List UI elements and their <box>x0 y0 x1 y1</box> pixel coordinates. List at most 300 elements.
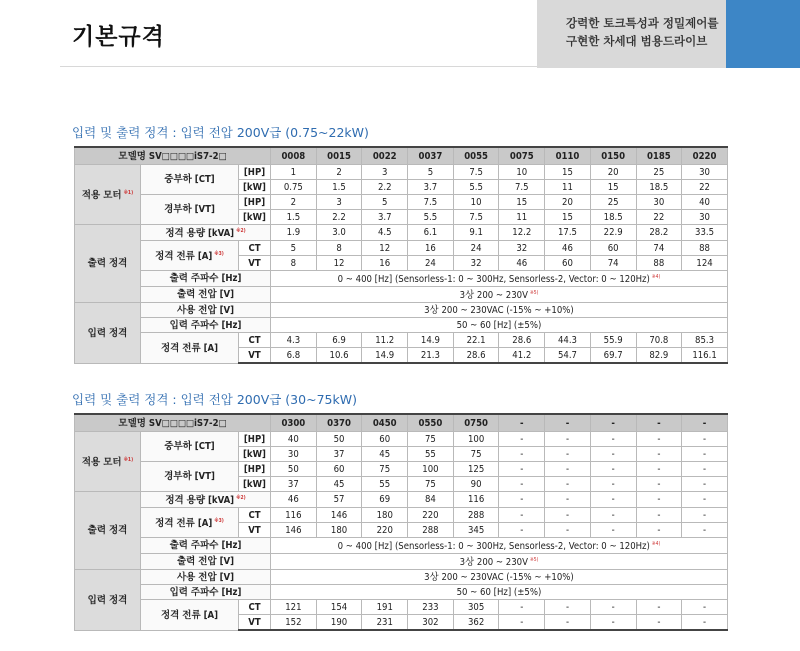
value-cell: - <box>636 615 682 631</box>
value-cell: - <box>682 508 728 523</box>
label-output-voltage <box>141 287 271 303</box>
value-cell: 60 <box>590 241 636 256</box>
value-cell: 2.2 <box>316 210 362 225</box>
value-cell: 5 <box>271 241 317 256</box>
value-cell: 305 <box>453 600 499 615</box>
value-cell: - <box>636 523 682 538</box>
value-cell: 30 <box>682 210 728 225</box>
input-voltage-value <box>271 570 728 585</box>
value-cell: - <box>590 600 636 615</box>
value-cell: 7.5 <box>408 195 454 210</box>
input-voltage-value-text: 3상 200 ~ 230VAC (-15% ~ +10%) <box>424 304 574 316</box>
input-frequency-value <box>271 318 728 333</box>
label-output-frequency-text: 출력 주파수 [Hz] <box>169 273 242 285</box>
table-row <box>75 538 728 554</box>
model-code: - <box>590 414 636 432</box>
input-frequency-value-text: 50 ~ 60 [Hz] (±5%) <box>456 586 542 598</box>
value-cell: - <box>682 492 728 508</box>
model-code: 0450 <box>362 414 408 432</box>
label-output-frequency <box>141 271 271 287</box>
model-code: 0055 <box>453 147 499 165</box>
output-frequency-value <box>271 538 728 554</box>
value-cell: - <box>545 508 591 523</box>
value-cell: 33.5 <box>682 225 728 241</box>
value-cell: - <box>636 462 682 477</box>
table-row <box>75 225 728 241</box>
label-rated-capacity-text: 정격 용량 [kVA] <box>165 228 235 240</box>
table-row <box>75 508 728 523</box>
value-cell: 54.7 <box>545 348 591 364</box>
value-cell: - <box>545 447 591 462</box>
value-cell: - <box>545 462 591 477</box>
value-cell: - <box>682 462 728 477</box>
value-cell: - <box>499 615 545 631</box>
value-cell: 55 <box>362 477 408 492</box>
footnote-mark: ※2) <box>236 495 246 501</box>
unit-vt: VT <box>239 348 271 364</box>
label-input-current-text: 정격 전류 [A] <box>160 342 219 354</box>
value-cell: 3 <box>316 195 362 210</box>
value-cell: 28.6 <box>499 333 545 348</box>
value-cell: 46 <box>545 241 591 256</box>
value-cell: 180 <box>316 523 362 538</box>
value-cell: 60 <box>316 462 362 477</box>
value-cell: 28.2 <box>636 225 682 241</box>
unit-kw: [kW] <box>239 447 271 462</box>
value-cell: 30 <box>682 165 728 180</box>
value-cell: - <box>499 523 545 538</box>
value-cell: 30 <box>636 195 682 210</box>
value-cell: 25 <box>636 165 682 180</box>
input-voltage-value <box>271 303 728 318</box>
label-output-current-text: 정격 전류 [A] <box>155 251 213 263</box>
unit-kw: [kW] <box>239 210 271 225</box>
value-cell: 10.6 <box>316 348 362 364</box>
value-cell: 74 <box>590 256 636 271</box>
value-cell: 57 <box>316 492 362 508</box>
value-cell: 46 <box>271 492 317 508</box>
value-cell: 20 <box>590 165 636 180</box>
category-input <box>75 570 141 631</box>
value-cell: 22 <box>636 210 682 225</box>
value-cell: 22.1 <box>453 333 499 348</box>
table-row <box>75 287 728 303</box>
value-cell: 18.5 <box>590 210 636 225</box>
label-input-voltage-text: 사용 전압 [V] <box>176 304 235 316</box>
label-input-frequency <box>141 585 271 600</box>
label-ct-load-text: 중부하 [CT] <box>164 441 215 452</box>
value-cell: 37 <box>316 447 362 462</box>
value-cell: 44.3 <box>545 333 591 348</box>
value-cell: 220 <box>408 508 454 523</box>
model-code: 0075 <box>499 147 545 165</box>
value-cell: 7.5 <box>453 165 499 180</box>
value-cell: - <box>499 508 545 523</box>
output-voltage-value-text: 3상 200 ~ 230V <box>459 290 528 302</box>
value-cell: - <box>636 432 682 447</box>
footnote-mark: ※4) <box>651 274 661 281</box>
value-cell: 191 <box>362 600 408 615</box>
model-code: 0185 <box>636 147 682 165</box>
value-cell: 90 <box>453 477 499 492</box>
category-motor <box>75 165 141 225</box>
model-label: 모델명 SV□□□□iS7-2□ <box>75 147 271 165</box>
value-cell: 5.5 <box>408 210 454 225</box>
value-cell: 75 <box>453 447 499 462</box>
value-cell: - <box>682 615 728 631</box>
value-cell: 231 <box>362 615 408 631</box>
value-cell: 82.9 <box>636 348 682 364</box>
unit-hp: [HP] <box>239 432 271 447</box>
value-cell: 60 <box>545 256 591 271</box>
value-cell: 1.5 <box>316 180 362 195</box>
value-cell: 11.2 <box>362 333 408 348</box>
value-cell: 24 <box>408 256 454 271</box>
model-label: 모델명 SV□□□□iS7-2□ <box>75 414 271 432</box>
label-output-voltage-text: 출력 전압 [V] <box>176 289 235 301</box>
value-cell: - <box>636 600 682 615</box>
model-code: 0300 <box>271 414 317 432</box>
value-cell: - <box>682 600 728 615</box>
value-cell: 15 <box>590 180 636 195</box>
value-cell: 85.3 <box>682 333 728 348</box>
value-cell: 302 <box>408 615 454 631</box>
value-cell: - <box>590 447 636 462</box>
label-output-current <box>141 241 239 271</box>
value-cell: 15 <box>545 210 591 225</box>
table-row <box>75 492 728 508</box>
label-vt-load <box>141 462 239 492</box>
table-row <box>75 462 728 477</box>
value-cell: 17.5 <box>545 225 591 241</box>
unit-hp: [HP] <box>239 165 271 180</box>
footnote-mark: ※3) <box>214 251 224 258</box>
unit-vt: VT <box>239 523 271 538</box>
model-code: 0015 <box>316 147 362 165</box>
value-cell: 69.7 <box>590 348 636 364</box>
label-output-voltage <box>141 554 271 570</box>
value-cell: 84 <box>408 492 454 508</box>
unit-vt: VT <box>239 615 271 631</box>
category-output-text: 출력 정격 <box>87 525 128 537</box>
value-cell: 362 <box>453 615 499 631</box>
value-cell: 3.0 <box>316 225 362 241</box>
value-cell: 6.9 <box>316 333 362 348</box>
label-input-voltage <box>141 570 271 585</box>
value-cell: - <box>545 432 591 447</box>
value-cell: - <box>499 492 545 508</box>
value-cell: 14.9 <box>408 333 454 348</box>
table-row <box>75 303 728 318</box>
unit-ct: CT <box>239 333 271 348</box>
value-cell: 70.8 <box>636 333 682 348</box>
value-cell: - <box>499 432 545 447</box>
value-cell: - <box>682 432 728 447</box>
input-frequency-value <box>271 585 728 600</box>
table-row <box>75 333 728 348</box>
value-cell: 15 <box>499 195 545 210</box>
model-code: - <box>682 414 728 432</box>
value-cell: - <box>590 508 636 523</box>
value-cell: 9.1 <box>453 225 499 241</box>
unit-kw: [kW] <box>239 477 271 492</box>
value-cell: - <box>545 600 591 615</box>
value-cell: 345 <box>453 523 499 538</box>
section-title-2: 입력 및 출력 정격 : 입력 전압 200V급 (30~75kW) <box>72 392 357 407</box>
value-cell: - <box>499 477 545 492</box>
label-vt-load-text: 경부하 [VT] <box>164 471 215 482</box>
value-cell: 180 <box>362 508 408 523</box>
footnote-mark: ※5) <box>529 290 539 297</box>
value-cell: - <box>590 492 636 508</box>
model-code: 0110 <box>545 147 591 165</box>
model-code: - <box>636 414 682 432</box>
value-cell: - <box>682 523 728 538</box>
value-cell: - <box>499 447 545 462</box>
value-cell: 11 <box>545 180 591 195</box>
value-cell: 8 <box>271 256 317 271</box>
value-cell: - <box>590 523 636 538</box>
value-cell: - <box>590 432 636 447</box>
header-slogan-box <box>537 0 726 68</box>
unit-hp: [HP] <box>239 462 271 477</box>
value-cell: 116 <box>453 492 499 508</box>
value-cell: - <box>499 462 545 477</box>
value-cell: - <box>590 477 636 492</box>
value-cell: 233 <box>408 600 454 615</box>
unit-vt: VT <box>239 256 271 271</box>
category-motor-text: 적용 모터 <box>81 190 122 202</box>
value-cell: - <box>636 477 682 492</box>
value-cell: - <box>590 462 636 477</box>
value-cell: 45 <box>362 447 408 462</box>
page-title: 기본규격 <box>72 24 165 50</box>
label-vt-load <box>141 195 239 225</box>
value-cell: 55 <box>408 447 454 462</box>
value-cell: 25 <box>590 195 636 210</box>
value-cell: 146 <box>271 523 317 538</box>
footnote-mark: ※5) <box>529 557 539 564</box>
category-motor <box>75 432 141 492</box>
label-rated-capacity-text: 정격 용량 [kVA] <box>165 495 235 507</box>
value-cell: - <box>545 492 591 508</box>
label-input-voltage <box>141 303 271 318</box>
value-cell: 12 <box>362 241 408 256</box>
value-cell: 7.5 <box>453 210 499 225</box>
header-accent-block <box>726 0 800 68</box>
value-cell: 10 <box>453 195 499 210</box>
label-rated-capacity <box>141 492 271 508</box>
value-cell: 5 <box>408 165 454 180</box>
model-code: 0037 <box>408 147 454 165</box>
category-input-text: 입력 정격 <box>87 594 128 606</box>
label-output-frequency <box>141 538 271 554</box>
value-cell: 10 <box>499 165 545 180</box>
value-cell: 28.6 <box>453 348 499 364</box>
value-cell: 125 <box>453 462 499 477</box>
unit-ct: CT <box>239 600 271 615</box>
value-cell: 75 <box>408 477 454 492</box>
model-header-row <box>75 414 728 432</box>
model-code: 0750 <box>453 414 499 432</box>
value-cell: 11 <box>499 210 545 225</box>
value-cell: 22 <box>682 180 728 195</box>
value-cell: 2 <box>271 195 317 210</box>
unit-kw: [kW] <box>239 180 271 195</box>
value-cell: 12.2 <box>499 225 545 241</box>
model-code: 0150 <box>590 147 636 165</box>
slogan-line-2: 구현한 차세대 범용드라이브 <box>566 34 708 48</box>
label-input-current <box>141 600 239 631</box>
category-output <box>75 225 141 303</box>
table-row <box>75 600 728 615</box>
value-cell: 3.7 <box>408 180 454 195</box>
value-cell: 24 <box>453 241 499 256</box>
label-output-frequency-text: 출력 주파수 [Hz] <box>169 540 242 552</box>
value-cell: 1.5 <box>271 210 317 225</box>
value-cell: - <box>636 447 682 462</box>
label-ct-load-text: 중부하 [CT] <box>164 174 215 185</box>
table-row <box>75 195 728 210</box>
value-cell: 6.1 <box>408 225 454 241</box>
section-title-1: 입력 및 출력 정격 : 입력 전압 200V급 (0.75~22kW) <box>72 125 369 140</box>
value-cell: 30 <box>271 447 317 462</box>
value-cell: 41.2 <box>499 348 545 364</box>
label-input-frequency-text: 입력 주파수 [Hz] <box>169 319 242 331</box>
value-cell: 16 <box>362 256 408 271</box>
output-voltage-value <box>271 554 728 570</box>
value-cell: - <box>636 492 682 508</box>
label-input-voltage-text: 사용 전압 [V] <box>176 571 235 583</box>
model-code: - <box>499 414 545 432</box>
unit-ct: CT <box>239 241 271 256</box>
value-cell: 50 <box>316 432 362 447</box>
value-cell: 2.2 <box>362 180 408 195</box>
value-cell: 1 <box>271 165 317 180</box>
value-cell: 88 <box>682 241 728 256</box>
value-cell: - <box>682 477 728 492</box>
value-cell: 12 <box>316 256 362 271</box>
model-code: 0220 <box>682 147 728 165</box>
value-cell: 75 <box>362 462 408 477</box>
value-cell: - <box>590 615 636 631</box>
value-cell: - <box>682 447 728 462</box>
value-cell: 2 <box>316 165 362 180</box>
value-cell: 3 <box>362 165 408 180</box>
label-ct-load <box>141 165 239 195</box>
value-cell: 40 <box>271 432 317 447</box>
value-cell: 75 <box>408 432 454 447</box>
label-input-current <box>141 333 239 364</box>
value-cell: - <box>545 615 591 631</box>
value-cell: 60 <box>362 432 408 447</box>
output-frequency-value <box>271 271 728 287</box>
value-cell: 3.7 <box>362 210 408 225</box>
model-code: 0550 <box>408 414 454 432</box>
value-cell: 220 <box>362 523 408 538</box>
value-cell: 4.5 <box>362 225 408 241</box>
value-cell: 146 <box>316 508 362 523</box>
spec-table-2 <box>74 413 728 631</box>
category-input <box>75 303 141 364</box>
value-cell: 4.3 <box>271 333 317 348</box>
label-rated-capacity <box>141 225 271 241</box>
value-cell: 116.1 <box>682 348 728 364</box>
value-cell: 288 <box>453 508 499 523</box>
label-output-current <box>141 508 239 538</box>
table-row <box>75 570 728 585</box>
label-input-frequency <box>141 318 271 333</box>
value-cell: 20 <box>545 195 591 210</box>
label-output-voltage-text: 출력 전압 [V] <box>176 556 235 568</box>
value-cell: 14.9 <box>362 348 408 364</box>
label-ct-load <box>141 432 239 462</box>
value-cell: 1.9 <box>271 225 317 241</box>
table-row <box>75 271 728 287</box>
value-cell: - <box>636 508 682 523</box>
footnote-mark: ※3) <box>214 518 224 525</box>
value-cell: 88 <box>636 256 682 271</box>
value-cell: 18.5 <box>636 180 682 195</box>
value-cell: 152 <box>271 615 317 631</box>
output-frequency-value-text: 0 ~ 400 [Hz] (Sensorless-1: 0 ~ 300Hz, Sensorless-2, Vector: 0 ~ 120Hz) <box>337 274 650 286</box>
category-motor-text: 적용 모터 <box>81 457 122 469</box>
table-row <box>75 318 728 333</box>
value-cell: 15 <box>545 165 591 180</box>
value-cell: 154 <box>316 600 362 615</box>
value-cell: 55.9 <box>590 333 636 348</box>
footnote-mark: ※4) <box>651 541 661 548</box>
table-row <box>75 432 728 447</box>
unit-hp: [HP] <box>239 195 271 210</box>
value-cell: 45 <box>316 477 362 492</box>
footnote-mark: ※1) <box>123 189 134 196</box>
output-frequency-value-text: 0 ~ 400 [Hz] (Sensorless-1: 0 ~ 300Hz, Sensorless-2, Vector: 0 ~ 120Hz) <box>337 541 650 553</box>
value-cell: 121 <box>271 600 317 615</box>
table-row <box>75 165 728 180</box>
output-voltage-value-text: 3상 200 ~ 230V <box>459 557 528 569</box>
table-row <box>75 241 728 256</box>
model-code: 0008 <box>271 147 317 165</box>
value-cell: - <box>545 477 591 492</box>
value-cell: 40 <box>682 195 728 210</box>
slogan-line-1: 강력한 토크특성과 정밀제어를 <box>566 16 719 30</box>
label-input-current-text: 정격 전류 [A] <box>160 609 219 621</box>
label-input-frequency-text: 입력 주파수 [Hz] <box>169 586 242 598</box>
table-row <box>75 554 728 570</box>
value-cell: 74 <box>636 241 682 256</box>
value-cell: 22.9 <box>590 225 636 241</box>
table-row <box>75 585 728 600</box>
value-cell: 288 <box>408 523 454 538</box>
value-cell: 46 <box>499 256 545 271</box>
model-code: 0022 <box>362 147 408 165</box>
category-output-text: 출력 정격 <box>87 258 128 270</box>
output-voltage-value <box>271 287 728 303</box>
value-cell: - <box>545 523 591 538</box>
unit-ct: CT <box>239 508 271 523</box>
value-cell: 0.75 <box>271 180 317 195</box>
input-voltage-value-text: 3상 200 ~ 230VAC (-15% ~ +10%) <box>424 571 574 583</box>
value-cell: 32 <box>453 256 499 271</box>
model-code: - <box>545 414 591 432</box>
footnote-mark: ※1) <box>123 456 134 463</box>
value-cell: 190 <box>316 615 362 631</box>
spec-table-1 <box>74 146 728 364</box>
value-cell: 8 <box>316 241 362 256</box>
category-output <box>75 492 141 570</box>
footnote-mark: ※2) <box>236 228 246 234</box>
